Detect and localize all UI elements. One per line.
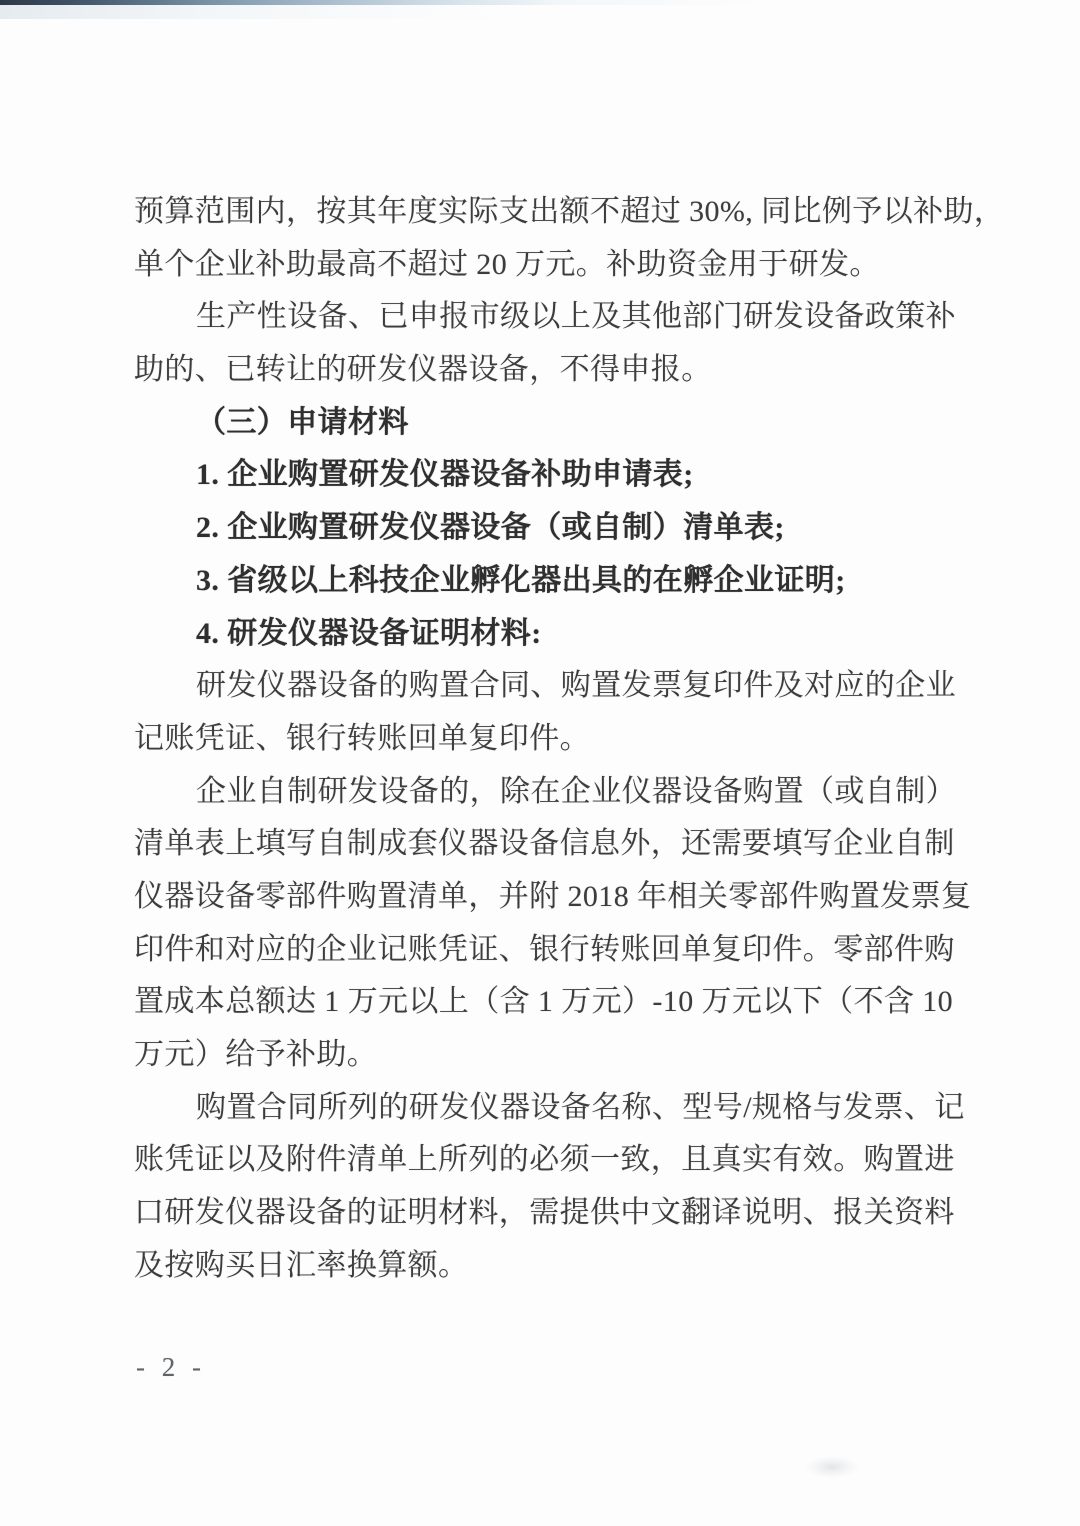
text-line: 清单表上填写自制成套仪器设备信息外，还需要填写企业自制 [134,827,955,861]
text-line: 账凭证以及附件清单上所列的必须一致，且真实有效。购置进 [134,1143,955,1177]
text-line: 研发仪器设备的购置合同、购置发票复印件及对应的企业 [196,669,956,703]
scan-edge-shadow [0,5,560,19]
scan-smudge-artifact [806,1456,858,1478]
list-item: 2. 企业购置研发仪器设备（或自制）清单表; [196,511,785,545]
text-line: 记账凭证、银行转账回单复印件。 [134,721,590,755]
text-line: 及按购买日汇率换算额。 [134,1248,469,1282]
text-line: 印件和对应的企业记账凭证、银行转账回单复印件。零部件购 [134,932,955,966]
text-line: 口研发仪器设备的证明材料，需提供中文翻译说明、报关资料 [134,1196,955,1230]
list-item: 1. 企业购置研发仪器设备补助申请表; [196,458,694,492]
section-heading: （三）申请材料 [196,405,409,439]
text-line: 购置合同所列的研发仪器设备名称、型号/规格与发票、记 [196,1090,965,1124]
list-item: 3. 省级以上科技企业孵化器出具的在孵企业证明; [196,563,846,597]
text-line: 单个企业补助最高不超过 20 万元。补助资金用于研发。 [134,247,880,281]
document-body [134,186,1005,1292]
list-item: 4. 研发仪器设备证明材料: [196,616,542,650]
page-number: - 2 - [136,1352,206,1382]
text-line: 企业自制研发设备的，除在企业仪器设备购置（或自制） [196,774,956,808]
text-line: 仪器设备零部件购置清单，并附 2018 年相关零部件购置发票复 [134,879,972,913]
text-line: 置成本总额达 1 万元以上（含 1 万元）-10 万元以下（不含 10 [134,985,953,1019]
text-line: 生产性设备、已申报市级以上及其他部门研发设备政策补 [196,300,956,334]
text-line: 助的、已转让的研发仪器设备，不得申报。 [134,353,712,387]
text-line: 预算范围内，按其年度实际支出额不超过 30%, 同比例予以补助， [134,195,1005,228]
text-line: 万元）给予补助。 [134,1038,378,1071]
